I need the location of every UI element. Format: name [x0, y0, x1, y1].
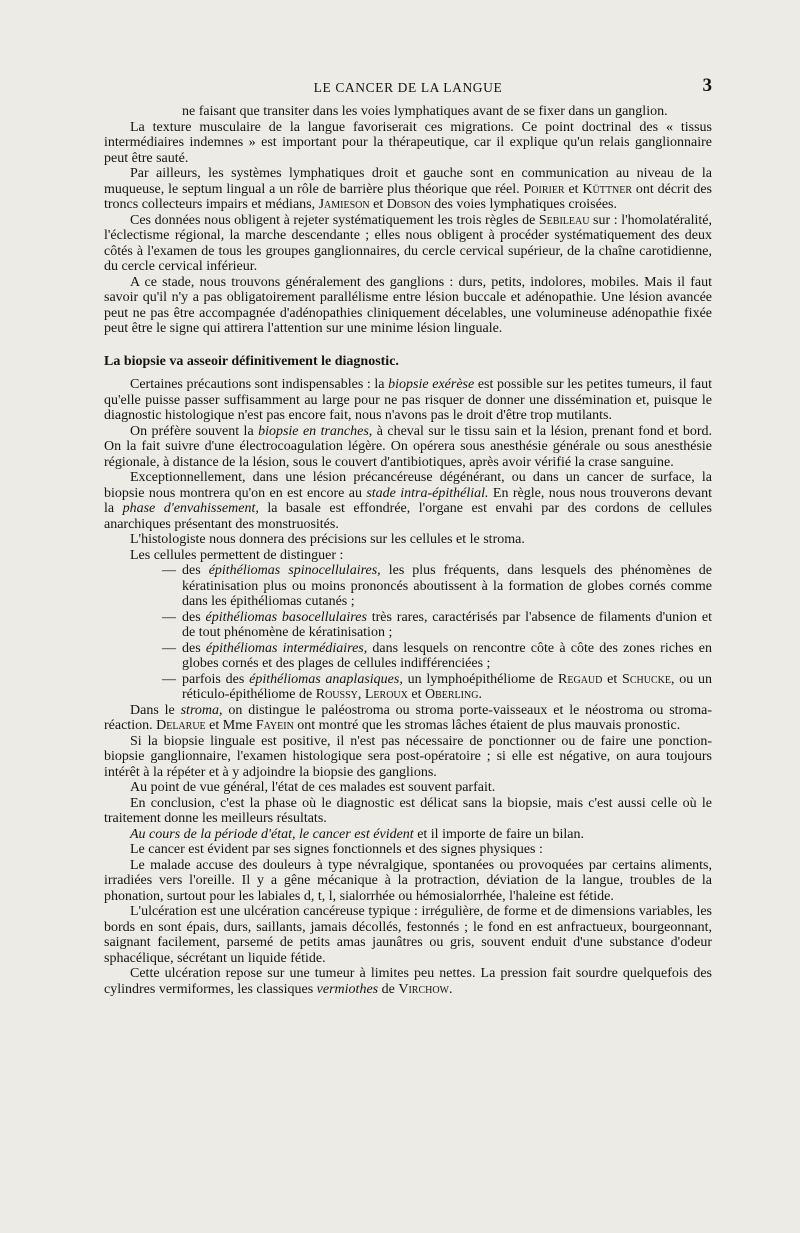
list-dash: — [162, 671, 176, 687]
author-name: Fayein [255, 718, 294, 733]
author-name: Oberling [424, 687, 479, 702]
text: est possible sur les petites tumeurs, il faut qu'elle puisse passer suffisamment au large pour ne pas risquer de donner une dissémination et, puisque le diagnostic histologique n'est pas encore fait, nous n'avons pas le droit d'être trop mutilants. [104, 377, 713, 423]
italic-term: épithéliomas spinocellulaires, [208, 563, 381, 578]
text: et [602, 671, 623, 687]
italic-term: épithéliomas anaplasiques, [249, 671, 403, 687]
text: . [449, 981, 453, 997]
list-item [104, 563, 712, 610]
text: . [478, 687, 482, 702]
list-dash: — [162, 609, 176, 625]
text: et Mme [205, 718, 256, 733]
italic-term: épithéliomas basocellulaires [205, 609, 367, 625]
paragraph-5: A ce stade, nous trouvons généralement des ganglions : durs, petits, indolores, mobiles. Mais il faut savoir qu'il n'y a pas obligatoirement parallélisme entre lésion buccale et adénopathie. Une lésion avancée peut ne pas être accompagnée d'adénopathies cliniquement décelables, une volumineuse adénopathie fixée peut être le signe qui attirera l'attention sur une minime lésion linguale. [104, 274, 712, 336]
author-name: Jamieson [318, 197, 370, 212]
list-item [104, 641, 712, 672]
list-item [104, 610, 712, 641]
text: , [357, 687, 365, 702]
text: et [407, 687, 425, 702]
page-number: 3 [702, 75, 712, 96]
paragraph-14: En conclusion, c'est la phase où le diagnostic est délicat sans la biopsie, mais c'est aussi celle où le traitement donne les meilleurs résultats. [104, 795, 712, 826]
paragraph-11 [104, 703, 712, 734]
paragraph-10: Les cellules permettent de distinguer : [130, 547, 344, 563]
author-name: Virchow [398, 981, 449, 997]
text: dans lesquels on rencontre côte à côte des zones riches en globes cornés et des plages de cellules indifférenciées ; [182, 640, 712, 671]
italic-term: biopsie exérèse [388, 377, 475, 392]
text: et [564, 181, 583, 197]
cell-type-list [104, 563, 712, 703]
author-name: Schucke [622, 671, 671, 687]
list-dash: — [162, 640, 176, 656]
text: des voies lymphatiques croisées. [430, 197, 617, 212]
author-name: Roussy [315, 687, 358, 702]
text: les plus fréquents, dans lesquels des phénomènes de kératinisation plus ou moins prononcés aboutissent à la formation de globes cornés comme dans les épithéliomas cutanés ; [182, 563, 712, 609]
italic-term: stade intra-épithélial. [366, 485, 489, 501]
text: ont décrit des troncs collecteurs impairs et médians, [104, 181, 712, 212]
section-heading: La biopsie va asseoir définitivement le diagnostic. [104, 353, 399, 369]
paragraph-3 [104, 166, 712, 213]
text: à cheval sur le tissu sain et la lésion, prenant fond et bord. On la fait suivre d'une électrocoagulation légère. On opérera sous anesthésie générale ou sous anesthésie régionale, à distance de la lésion, sous le couvert d'antibiotiques, après avoir vérifié la crase sanguine. [104, 423, 712, 470]
author-name: Sebileau [538, 212, 590, 228]
author-name: Küttner [582, 181, 632, 197]
running-title: LE CANCER DE LA LANGUE [313, 80, 503, 95]
text: des [182, 640, 206, 656]
paragraph-15 [104, 827, 712, 843]
paragraph-7 [104, 424, 712, 471]
paragraph-2: La texture musculaire de la langue favoriserait ces migrations. Ce point doctrinal des « tissus intermédiaires indemnes » est important pour la thérapeutique, car il explique qu'un relais ganglionnaire peut être sauté. [104, 119, 712, 166]
text: un lymphoépithéliome de [402, 671, 559, 687]
text: Certaines précautions sont indispensables : la [130, 377, 389, 392]
text: sur : l'homolatéralité, l'éclectisme régional, la marche descendante ; elles nous obligent à procéder systématiquement des deux côtés à l'examen de tous les groupes ganglionnaires, du cercle cervical supérieur, de la chaîne carotidienne, du cercle cervical inférieur. [104, 212, 712, 274]
paragraph-1: ne faisant que transiter dans les voies lymphatiques avant de se fixer dans un ganglion. [182, 104, 668, 119]
author-name: Delarue [156, 718, 206, 733]
paragraph-18: L'ulcération est une ulcération cancéreuse typique : irrégulière, de forme et de dimensions variables, les bords en sont épais, durs, saillants, jamais décollés, festonnés ; le fond en est anfractueux, bourgeonnant, saignant facilement, parsemé de petits amas jaunâtres ou gris, souvent enduit d'une substance d'odeur sphacélique, sécrétant un liquide fétide. [104, 904, 712, 966]
text: Cette ulcération repose sur une tumeur à limites peu nettes. La pression fait sourdre quelquefois des cylindres vermiformes, les classiques [104, 966, 712, 997]
list-dash: — [162, 563, 176, 578]
text: ont montré que les stromas lâches étaient de plus mauvais pronostic. [293, 718, 681, 733]
paragraph-17: Le malade accuse des douleurs à type névralgique, spontanées ou provoquées par certains aliments, irradiées vers l'oreille. Il y a gêne mécanique à la protraction, déviation de la langue, troubles de la phonation, surtout pour les labiales d, t, l, sialorrhée ou hémosialorrhée, l'haleine est fétide. [104, 857, 712, 904]
text: Ces données nous obligent à rejeter systématiquement les trois règles de [130, 212, 539, 228]
text: Par ailleurs, les systèmes lymphatiques droit et gauche sont en communication au niveau de la muqueuse, le septum lingual a un rôle de barrière plus théorique que réel. [104, 166, 712, 197]
text: Exceptionnellement, dans une lésion précancéreuse dégénérant, ou dans un cancer de surface, la biopsie nous montrera qu'on en est encore au [104, 470, 712, 501]
italic-term: épithéliomas intermédiaires, [205, 640, 368, 656]
list-item [104, 672, 712, 703]
text: et [369, 197, 387, 212]
text: très rares, caractérisés par l'absence de filaments d'union et de tout phénomène de kératinisation ; [182, 609, 712, 640]
paragraph-16: Le cancer est évident par ses signes fonctionnels et des signes physiques : [130, 842, 543, 857]
author-name: Poirier [523, 181, 565, 197]
author-name: Leroux [364, 687, 408, 702]
text: on distingue le paléostroma ou stroma porte-vaisseaux et le néostroma ou stroma-réaction. [104, 702, 712, 733]
text: la basale est effondrée, l'organe est envahi par des cordons de cellules anarchiques présentant des monstruosités. [104, 501, 712, 532]
text: parfois des [182, 671, 250, 687]
page-header [104, 76, 712, 98]
text: En règle, nous nous trouverons devant la [104, 485, 712, 516]
text: des [182, 609, 206, 625]
italic-term: Au cours de la période d'état, le cancer est évident [130, 826, 414, 842]
text: de [378, 981, 399, 997]
paragraph-9: L'histologiste nous donnera des précisions sur les cellules et le stroma. [130, 532, 525, 547]
italic-term: vermiothes [316, 981, 379, 997]
paragraph-19 [104, 966, 712, 997]
text: On préfère souvent la [130, 423, 259, 439]
italic-term: stroma, [180, 702, 223, 718]
paragraph-6 [104, 377, 712, 424]
italic-term: phase d'envahissement, [122, 501, 259, 516]
author-name: Dobson [386, 197, 431, 212]
text: des [182, 563, 209, 578]
author-name: Regaud [558, 671, 603, 687]
italic-term: biopsie en tranches, [258, 423, 373, 439]
paragraph-12: Si la biopsie linguale est positive, il n'est pas nécessaire de ponctionner ou de faire une ponction-biopsie ganglionnaire, l'examen histologique sera post-opératoire ; si elle est négative, on aura toujours intérêt à la répéter et à y adjoindre la biopsie des ganglions. [104, 733, 712, 780]
text: Dans le [130, 702, 181, 718]
page-body [104, 104, 712, 997]
paragraph-4 [104, 213, 712, 275]
text: , ou un réticulo-épithéliome de [182, 671, 713, 702]
text: et il importe de faire un bilan. [413, 826, 584, 842]
paragraph-13: Au point de vue général, l'état de ces malades est souvent parfait. [130, 780, 496, 795]
paragraph-8 [104, 470, 712, 532]
